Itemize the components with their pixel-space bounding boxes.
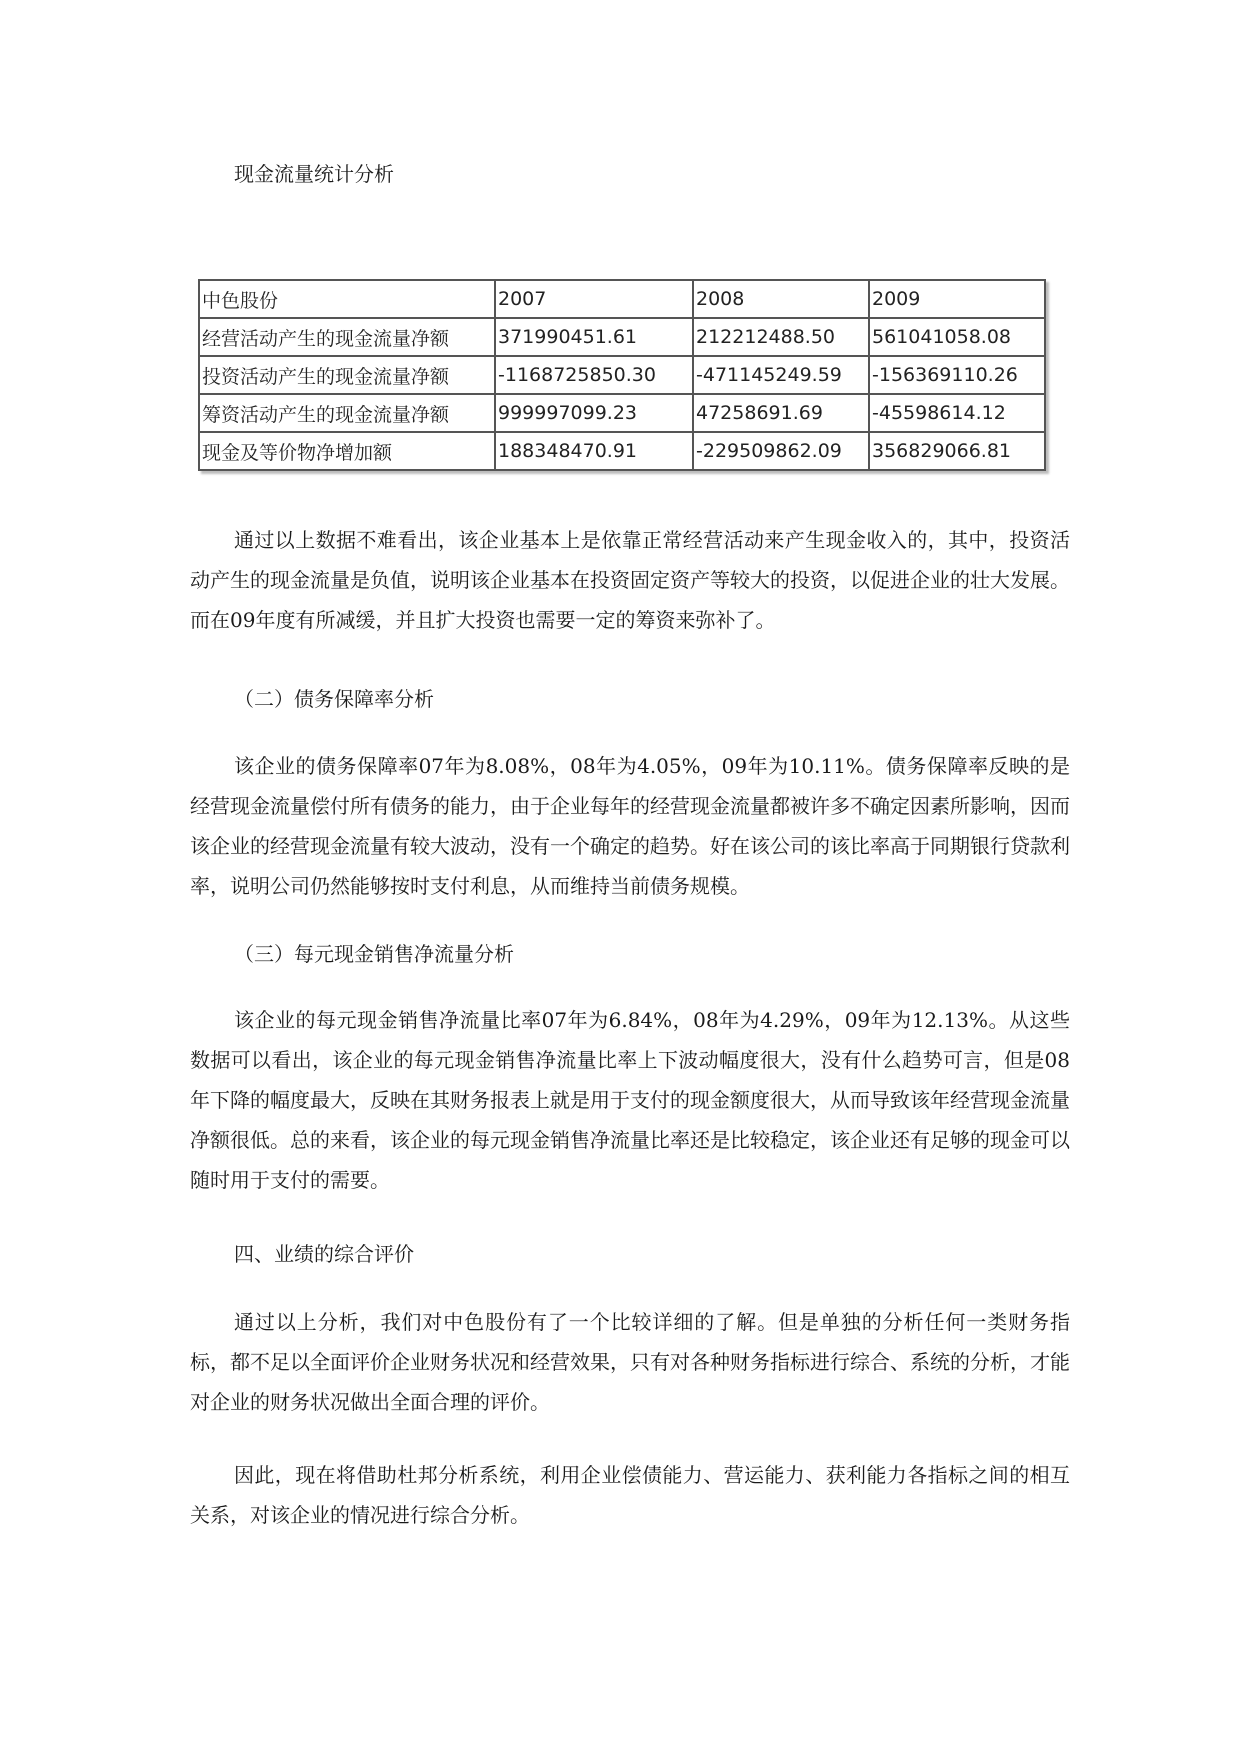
table-header-row <box>199 280 1045 318</box>
section-heading-overall-evaluation: 四、业绩的综合评价 <box>234 1242 414 1266</box>
table-cell: -471145249.59 <box>693 356 869 394</box>
section-heading-debt-coverage: （二）债务保障率分析 <box>234 687 434 711</box>
paragraph-cash-per-sales: 该企业的每元现金销售净流量比率07年为6.84%，08年为4.29%，09年为12.13%。从这些数据可以看出，该企业的每元现金销售净流量比率上下波动幅度很大，没有什么趋势可言，但是08年下降的幅度最大，反映在其财务报表上就是用于支付的现金额度很大，从而导致该年经营现金流量净额很低。总的来看，该企业的每元现金销售净流量比率还是比较稳定，该企业还有足够的现金可以随时用于支付的需要。 <box>190 1008 1070 1192</box>
table-cell: 356829066.81 <box>869 432 1045 470</box>
paragraph-dupont-intro: 因此，现在将借助杜邦分析系统，利用企业偿债能力、营运能力、获利能力各指标之间的相互关系，对该企业的情况进行综合分析。 <box>190 1463 1070 1527</box>
paragraph-debt-coverage: 该企业的债务保障率07年为8.08%，08年为4.05%，09年为10.11%。债务保障率反映的是经营现金流量偿付所有债务的能力，由于企业每年的经营现金流量都被许多不确定因素所影响，因而该企业的经营现金流量有较大波动，没有一个确定的趋势。好在该公司的该比率高于同期银行贷款利率，说明公司仍然能够按时支付利息，从而维持当前债务规模。 <box>190 754 1070 898</box>
row-label: 经营活动产生的现金流量净额 <box>199 318 495 356</box>
table-cell: 47258691.69 <box>693 394 869 432</box>
table-row <box>199 356 1045 394</box>
table-row <box>199 432 1045 470</box>
table-cell: 371990451.61 <box>495 318 693 356</box>
table-header-cell: 中色股份 <box>199 280 495 318</box>
table-cell: 999997099.23 <box>495 394 693 432</box>
row-label: 现金及等价物净增加额 <box>199 432 495 470</box>
section-heading-cash-per-sales: （三）每元现金销售净流量分析 <box>234 942 514 966</box>
table-cell: -1168725850.30 <box>495 356 693 394</box>
table-cell: -45598614.12 <box>869 394 1045 432</box>
table-cell: 561041058.08 <box>869 318 1045 356</box>
table-header-cell: 2009 <box>869 280 1045 318</box>
paragraph-cash-flow-summary: 通过以上数据不难看出，该企业基本上是依靠正常经营活动来产生现金收入的，其中，投资活动产生的现金流量是负值，说明该企业基本在投资固定资产等较大的投资，以促进企业的壮大发展。而在09年度有所减缓，并且扩大投资也需要一定的筹资来弥补了。 <box>190 528 1070 632</box>
table-cell: 212212488.50 <box>693 318 869 356</box>
table-row <box>199 394 1045 432</box>
table-row <box>199 318 1045 356</box>
table-cell: -229509862.09 <box>693 432 869 470</box>
cash-flow-table <box>198 279 1046 471</box>
paragraph-overall-evaluation: 通过以上分析，我们对中色股份有了一个比较详细的了解。但是单独的分析任何一类财务指标，都不足以全面评价企业财务状况和经营效果，只有对各种财务指标进行综合、系统的分析，才能对企业的财务状况做出全面合理的评价。 <box>190 1310 1070 1414</box>
section-title: 现金流量统计分析 <box>234 162 394 186</box>
row-label: 投资活动产生的现金流量净额 <box>199 356 495 394</box>
table-header-cell: 2007 <box>495 280 693 318</box>
table-header-cell: 2008 <box>693 280 869 318</box>
table-cell: 188348470.91 <box>495 432 693 470</box>
table-cell: -156369110.26 <box>869 356 1045 394</box>
row-label: 筹资活动产生的现金流量净额 <box>199 394 495 432</box>
